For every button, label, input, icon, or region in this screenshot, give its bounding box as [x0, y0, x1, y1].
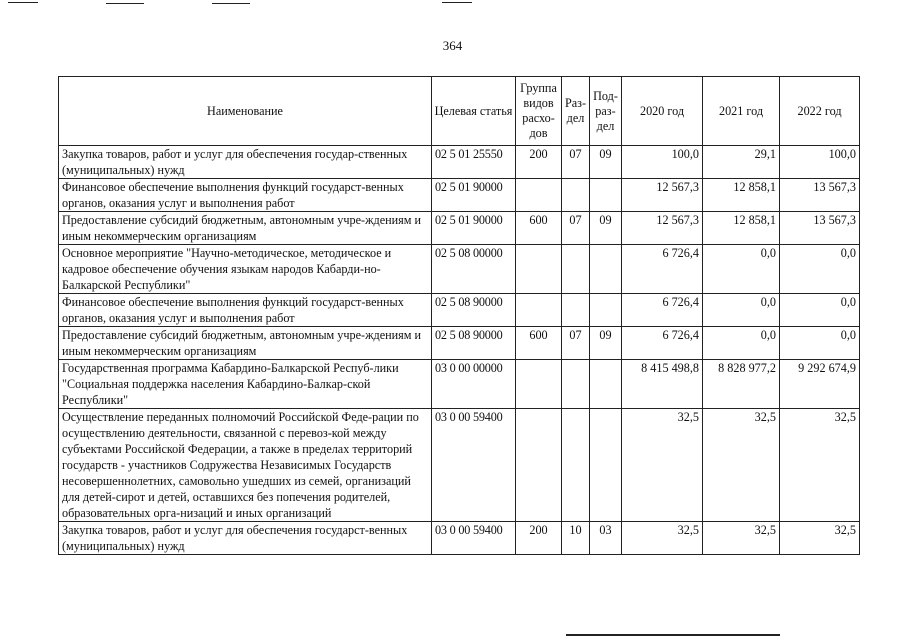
- row-name: Закупка товаров, работ и услуг для обеспечения государст-венных (муниципальных) нужд: [59, 522, 432, 555]
- row-name: Закупка товаров, работ и услуг для обеспечения государ-ственных (муниципальных) нужд: [59, 146, 432, 179]
- budget-table: [58, 76, 860, 555]
- top-edge-rule: [212, 3, 250, 4]
- row-code: 02 5 08 00000: [432, 245, 516, 294]
- row-group: [516, 294, 562, 327]
- row-section: [562, 409, 590, 522]
- table-row: [59, 294, 860, 327]
- row-2022: 9 292 674,9: [780, 360, 860, 409]
- row-subsection: [590, 360, 622, 409]
- row-2022: 100,0: [780, 146, 860, 179]
- table-row: [59, 179, 860, 212]
- row-code: 03 0 00 59400: [432, 522, 516, 555]
- row-code: 02 5 08 90000: [432, 294, 516, 327]
- table-row: [59, 245, 860, 294]
- page-number: 364: [442, 38, 463, 53]
- row-subsection: [590, 294, 622, 327]
- row-group: [516, 245, 562, 294]
- row-section: [562, 179, 590, 212]
- header-name: Наименование: [59, 77, 432, 146]
- header-2020: 2020 год: [622, 77, 703, 146]
- row-name: Финансовое обеспечение выполнения функций государст-венных органов, оказания услуг и выполнения работ: [59, 294, 432, 327]
- row-subsection: 09: [590, 146, 622, 179]
- row-subsection: 09: [590, 212, 622, 245]
- row-2020: 100,0: [622, 146, 703, 179]
- row-2022: 32,5: [780, 522, 860, 555]
- row-group: 600: [516, 212, 562, 245]
- table-row: [59, 409, 860, 522]
- row-2020: 32,5: [622, 522, 703, 555]
- row-code: 02 5 01 90000: [432, 179, 516, 212]
- row-2021: 12 858,1: [703, 212, 780, 245]
- row-2020: 6 726,4: [622, 245, 703, 294]
- row-2021: 12 858,1: [703, 179, 780, 212]
- row-code: 03 0 00 59400: [432, 409, 516, 522]
- header-2022: 2022 год: [780, 77, 860, 146]
- row-subsection: 03: [590, 522, 622, 555]
- row-code: 02 5 01 90000: [432, 212, 516, 245]
- row-2021: 29,1: [703, 146, 780, 179]
- header-subsection: Под-раз-дел: [590, 77, 622, 146]
- row-name: Предоставление субсидий бюджетным, автономным учре-ждениям и иным некоммерческим организациям: [59, 212, 432, 245]
- row-section: [562, 294, 590, 327]
- row-group: 200: [516, 522, 562, 555]
- bottom-edge-rule: [566, 634, 780, 636]
- row-subsection: 09: [590, 327, 622, 360]
- row-name: Финансовое обеспечение выполнения функций государст-венных органов, оказания услуг и выполнения работ: [59, 179, 432, 212]
- row-2022: 32,5: [780, 409, 860, 522]
- top-edge-rule: [106, 3, 144, 4]
- table-row: [59, 327, 860, 360]
- row-section: [562, 360, 590, 409]
- row-2020: 8 415 498,8: [622, 360, 703, 409]
- row-group: [516, 179, 562, 212]
- row-subsection: [590, 245, 622, 294]
- row-section: 07: [562, 146, 590, 179]
- header-expense-group: Группа видов расхо-дов: [516, 77, 562, 146]
- row-2021: 8 828 977,2: [703, 360, 780, 409]
- row-2021: 32,5: [703, 409, 780, 522]
- row-2020: 12 567,3: [622, 179, 703, 212]
- table-row: [59, 360, 860, 409]
- top-edge-rule: [8, 2, 38, 3]
- row-2021: 0,0: [703, 294, 780, 327]
- row-subsection: [590, 409, 622, 522]
- row-2022: 0,0: [780, 327, 860, 360]
- row-section: 07: [562, 212, 590, 245]
- row-2022: 13 567,3: [780, 212, 860, 245]
- row-name: Осуществление переданных полномочий Российской Феде-рации по осуществлению деятельности, связанной с перевоз-кой между субъектами Российской Федерации, а также в пределах территорий государств - участников Содружества Независимых Государств несовершеннолетних, самовольно ушедших из семей, организаций для детей-сирот и детей, оставшихся без попечения родителей, образовательных орга-низаций и иных организаций: [59, 409, 432, 522]
- row-subsection: [590, 179, 622, 212]
- header-2021: 2021 год: [703, 77, 780, 146]
- row-name: Предоставление субсидий бюджетным, автономным учре-ждениям и иным некоммерческим организациям: [59, 327, 432, 360]
- row-2021: 0,0: [703, 245, 780, 294]
- row-2021: 32,5: [703, 522, 780, 555]
- row-2020: 6 726,4: [622, 327, 703, 360]
- row-2022: 0,0: [780, 294, 860, 327]
- row-code: 02 5 01 25550: [432, 146, 516, 179]
- row-group: 600: [516, 327, 562, 360]
- row-section: 07: [562, 327, 590, 360]
- row-code: 02 5 08 90000: [432, 327, 516, 360]
- row-2020: 6 726,4: [622, 294, 703, 327]
- row-section: 10: [562, 522, 590, 555]
- row-2022: 13 567,3: [780, 179, 860, 212]
- row-2020: 32,5: [622, 409, 703, 522]
- header-target-article: Целевая статья: [432, 77, 516, 146]
- row-2021: 0,0: [703, 327, 780, 360]
- row-code: 03 0 00 00000: [432, 360, 516, 409]
- top-edge-rule: [442, 2, 472, 3]
- row-group: [516, 360, 562, 409]
- row-2022: 0,0: [780, 245, 860, 294]
- table-row: [59, 146, 860, 179]
- row-name: Основное мероприятие "Научно-методическое, методическое и кадровое обеспечение обучения языкам народов Кабарди-но-Балкарской Республики": [59, 245, 432, 294]
- row-group: 200: [516, 146, 562, 179]
- row-group: [516, 409, 562, 522]
- row-name: Государственная программа Кабардино-Балкарской Респуб-лики "Социальная поддержка населения Кабардино-Балкар-ской Республики": [59, 360, 432, 409]
- row-2020: 12 567,3: [622, 212, 703, 245]
- header-section: Раз-дел: [562, 77, 590, 146]
- row-section: [562, 245, 590, 294]
- table-row: [59, 212, 860, 245]
- table-row: [59, 522, 860, 555]
- table-header-row: [59, 77, 860, 146]
